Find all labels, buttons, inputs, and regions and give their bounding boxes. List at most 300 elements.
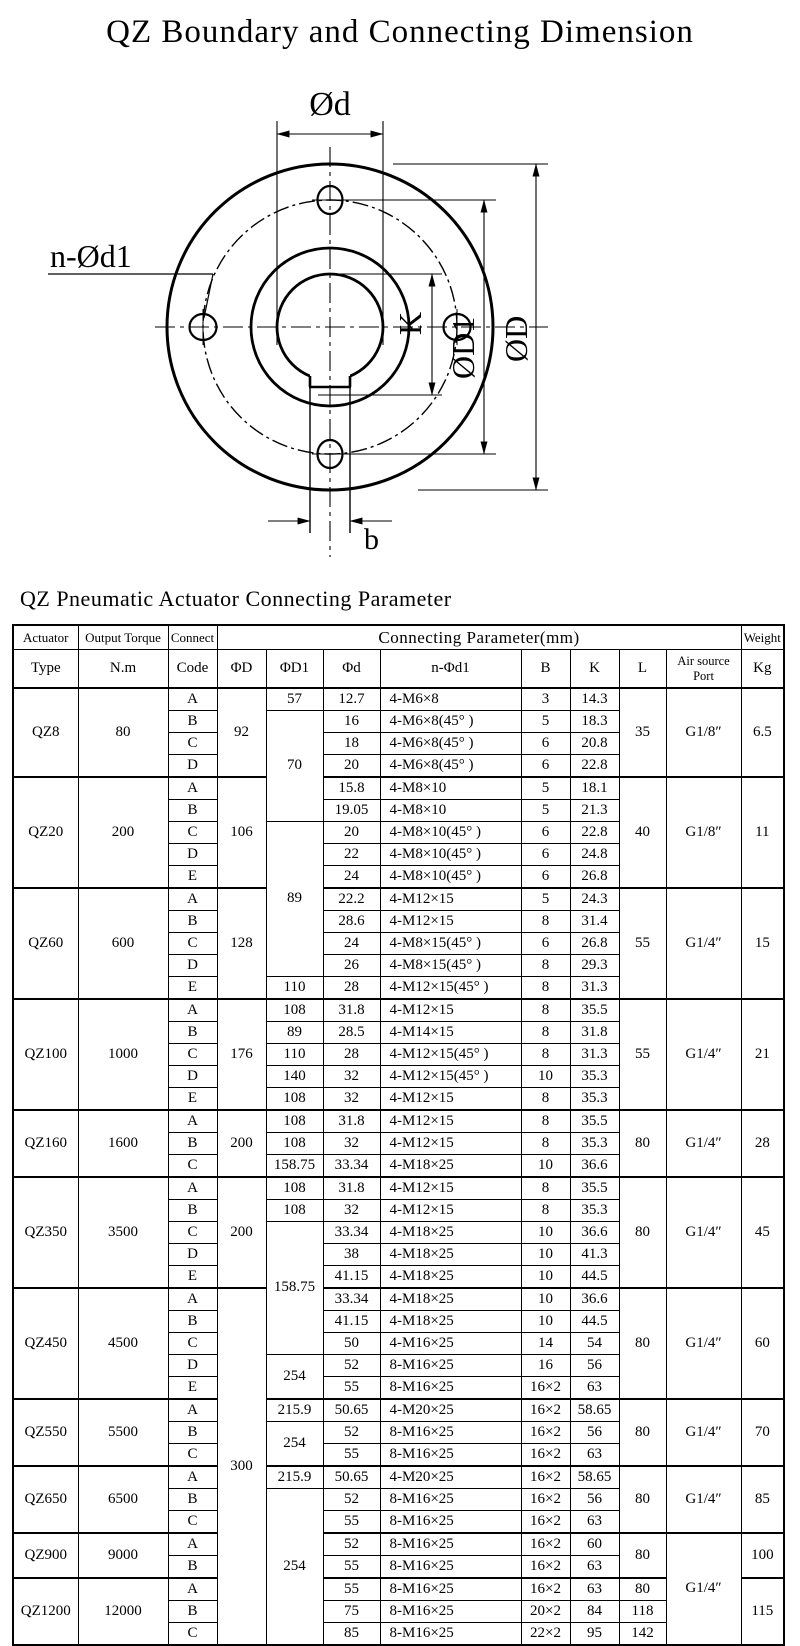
table-cell: 4-M12×15 [380, 888, 521, 911]
table-cell: 10 [521, 1244, 570, 1266]
table-cell: 5 [521, 777, 570, 800]
table-row [13, 1110, 784, 1133]
table-cell: 4-M18×25 [380, 1155, 521, 1178]
table-cell: 6.5 [741, 688, 784, 777]
table-cell: A [168, 1466, 217, 1489]
table-cell: 4-M12×15 [380, 999, 521, 1022]
table-cell: 28 [323, 977, 380, 1000]
table-cell: B [168, 1422, 217, 1444]
table-cell: 22×2 [521, 1623, 570, 1646]
table-cell: 22.2 [323, 888, 380, 911]
table-cell: B [168, 800, 217, 822]
table-cell: 110 [266, 1044, 323, 1066]
table-cell: 41.3 [570, 1244, 619, 1266]
table-row [13, 688, 784, 711]
table-cell: 26.8 [570, 933, 619, 955]
table-cell: 58.65 [570, 1399, 619, 1422]
table-cell: QZ550 [13, 1399, 78, 1466]
table-cell: 8 [521, 999, 570, 1022]
table-cell: 108 [266, 1177, 323, 1200]
table-cell: 54 [570, 1333, 619, 1355]
table-cell: 31.8 [323, 1177, 380, 1200]
table-cell: G1/4″ [666, 1110, 741, 1177]
table-cell: 20×2 [521, 1601, 570, 1623]
table-cell: 4-M20×25 [380, 1466, 521, 1489]
table-row [13, 777, 784, 800]
table-cell: 63 [570, 1578, 619, 1601]
table-cell: 21 [741, 999, 784, 1110]
table-cell: 8 [521, 955, 570, 977]
table-cell: 4-M8×10 [380, 800, 521, 822]
table-cell: 4-M6×8(45° ) [380, 711, 521, 733]
table-cell: 10 [521, 1311, 570, 1333]
table-cell: A [168, 777, 217, 800]
table-cell: 4-M8×10(45° ) [380, 822, 521, 844]
table-cell: 28.5 [323, 1022, 380, 1044]
table-cell: 4-M12×15 [380, 1088, 521, 1111]
label-bolt-holes: n-Ød1 [50, 238, 132, 274]
table-cell: 4-M6×8(45° ) [380, 733, 521, 755]
table-cell: 4-M12×15 [380, 911, 521, 933]
column-header: B [521, 650, 570, 689]
table-cell: 58.65 [570, 1466, 619, 1489]
table-cell: 95 [570, 1623, 619, 1646]
label-bolt-circle-diameter: ØD1 [445, 316, 481, 379]
table-cell: 89 [266, 822, 323, 977]
table-cell: 56 [570, 1422, 619, 1444]
table-cell: 55 [619, 888, 666, 999]
label-key-height: K [392, 311, 428, 335]
table-cell: 16×2 [521, 1556, 570, 1579]
column-header: L [619, 650, 666, 689]
table-cell: D [168, 1066, 217, 1088]
table-cell: 8 [521, 1088, 570, 1111]
table-cell: 5 [521, 711, 570, 733]
table-cell: 15 [741, 888, 784, 999]
table-cell: 4500 [78, 1288, 168, 1399]
table-cell: 28 [741, 1110, 784, 1177]
table-cell: 254 [266, 1422, 323, 1467]
table-cell: 254 [266, 1355, 323, 1400]
table-cell: 14 [521, 1333, 570, 1355]
table-cell: 8 [521, 911, 570, 933]
table-cell: 60 [570, 1533, 619, 1556]
table-cell: 128 [217, 888, 266, 999]
table-cell: 4-M12×15(45° ) [380, 1044, 521, 1066]
table-cell: B [168, 1556, 217, 1579]
table-cell: 80 [619, 1288, 666, 1399]
table-cell: 16×2 [521, 1377, 570, 1400]
table-cell: 55 [323, 1556, 380, 1579]
header-row [13, 625, 784, 650]
table-cell: 8-M16×25 [380, 1444, 521, 1467]
table-cell: 10 [521, 1266, 570, 1289]
table-cell: 4-M8×15(45° ) [380, 933, 521, 955]
table-cell: 35.3 [570, 1200, 619, 1222]
table-cell: 52 [323, 1422, 380, 1444]
table-cell: 63 [570, 1377, 619, 1400]
table-cell: 6 [521, 755, 570, 778]
table-cell: 18 [323, 733, 380, 755]
table-cell: 12000 [78, 1578, 168, 1645]
table-cell: 20.8 [570, 733, 619, 755]
table-cell: 22 [323, 844, 380, 866]
table-cell: 9000 [78, 1533, 168, 1578]
table-cell: 8 [521, 1022, 570, 1044]
table-cell: 4-M14×15 [380, 1022, 521, 1044]
table-cell: 100 [741, 1533, 784, 1578]
table-cell: 52 [323, 1489, 380, 1511]
table-cell: 3500 [78, 1177, 168, 1288]
table-cell: 176 [217, 999, 266, 1110]
table-cell: 19.05 [323, 800, 380, 822]
column-header: Connecting Parameter(mm) [217, 625, 741, 650]
table-cell: 22.8 [570, 755, 619, 778]
flange-drawing [0, 77, 800, 582]
table-cell: 70 [266, 711, 323, 822]
table-cell: 80 [619, 1399, 666, 1466]
table-cell: 24 [323, 866, 380, 889]
table-cell: 52 [323, 1355, 380, 1377]
table-cell: 108 [266, 1110, 323, 1133]
table-cell: 106 [217, 777, 266, 888]
table-cell: QZ900 [13, 1533, 78, 1578]
table-cell: 4-M12×15 [380, 1133, 521, 1155]
column-header: N.m [78, 650, 168, 689]
label-key-width: b [364, 523, 379, 556]
table-cell: 36.6 [570, 1288, 619, 1311]
table-cell: 10 [521, 1155, 570, 1178]
table-cell: 10 [521, 1066, 570, 1088]
table-cell: 8-M16×25 [380, 1533, 521, 1556]
table-cell: 8-M16×25 [380, 1623, 521, 1646]
table-cell: 200 [217, 1110, 266, 1177]
table-cell: QZ100 [13, 999, 78, 1110]
table-cell: 80 [619, 1533, 666, 1578]
table-cell: 60 [741, 1288, 784, 1399]
table-cell: 215.9 [266, 1466, 323, 1489]
table-cell: 20 [323, 822, 380, 844]
table-cell: 26 [323, 955, 380, 977]
table-cell: 41.15 [323, 1266, 380, 1289]
table-cell: 52 [323, 1533, 380, 1556]
table-cell: 16×2 [521, 1466, 570, 1489]
table-cell: 80 [78, 688, 168, 777]
table-cell: 115 [741, 1578, 784, 1645]
table-cell: G1/8″ [666, 688, 741, 777]
table-cell: A [168, 1399, 217, 1422]
table-cell: 32 [323, 1066, 380, 1088]
table-cell: 35.3 [570, 1088, 619, 1111]
table-cell: G1/4″ [666, 888, 741, 999]
table-cell: 4-M6×8 [380, 688, 521, 711]
table-cell: 16×2 [521, 1578, 570, 1601]
table-cell: 35.3 [570, 1133, 619, 1155]
table-cell: 35.5 [570, 1110, 619, 1133]
table-cell: 158.75 [266, 1155, 323, 1178]
table-cell: 40 [619, 777, 666, 888]
table-cell: 8-M16×25 [380, 1355, 521, 1377]
table-cell: B [168, 711, 217, 733]
table-cell: QZ650 [13, 1466, 78, 1533]
table-cell: 85 [323, 1623, 380, 1646]
table-cell: 200 [78, 777, 168, 888]
table-cell: C [168, 1511, 217, 1534]
table-cell: QZ160 [13, 1110, 78, 1177]
table-cell: A [168, 888, 217, 911]
table-cell: 4-M18×25 [380, 1266, 521, 1289]
table-cell: 35.5 [570, 999, 619, 1022]
table-cell: 57 [266, 688, 323, 711]
table-cell: 5 [521, 800, 570, 822]
table-cell: 140 [266, 1066, 323, 1088]
table-cell: 1000 [78, 999, 168, 1110]
table-cell: 16×2 [521, 1399, 570, 1422]
table-cell: 16×2 [521, 1422, 570, 1444]
table-cell: QZ8 [13, 688, 78, 777]
table-cell: 22.8 [570, 822, 619, 844]
table-cell: QZ60 [13, 888, 78, 999]
column-header: Actuator [13, 625, 78, 650]
table-cell: 80 [619, 1466, 666, 1533]
table-cell: 80 [619, 1578, 666, 1601]
table-cell: A [168, 1533, 217, 1556]
table-cell: A [168, 1177, 217, 1200]
centerlines [155, 147, 548, 557]
table-cell: 4-M6×8(45° ) [380, 755, 521, 778]
table-cell: B [168, 1133, 217, 1155]
table-cell: 21.3 [570, 800, 619, 822]
table-cell: 63 [570, 1511, 619, 1534]
table-cell: C [168, 1444, 217, 1467]
table-cell: 4-M16×25 [380, 1333, 521, 1355]
table-cell: E [168, 866, 217, 889]
table-cell: E [168, 1377, 217, 1400]
callout-bolt-holes [48, 274, 213, 318]
table-cell: 31.3 [570, 1044, 619, 1066]
page-title: QZ Boundary and Connecting Dimension [106, 14, 694, 50]
table-cell: 70 [741, 1399, 784, 1466]
table-cell: 108 [266, 1088, 323, 1111]
column-header: n-Φd1 [380, 650, 521, 689]
table-cell: 11 [741, 777, 784, 888]
column-header: ΦD [217, 650, 266, 689]
table-cell: 3 [521, 688, 570, 711]
table-cell: 8 [521, 1044, 570, 1066]
table-cell: G1/4″ [666, 1399, 741, 1466]
table-cell: 44.5 [570, 1266, 619, 1289]
table-cell: 35 [619, 688, 666, 777]
table-cell: 300 [217, 1288, 266, 1645]
table-cell: 63 [570, 1444, 619, 1467]
table-cell: 31.4 [570, 911, 619, 933]
table-cell: 75 [323, 1601, 380, 1623]
table-cell: 4-M12×15 [380, 1177, 521, 1200]
table-cell: 24 [323, 933, 380, 955]
table-cell: 15.8 [323, 777, 380, 800]
table-cell: 5500 [78, 1399, 168, 1466]
table-cell: 50.65 [323, 1466, 380, 1489]
table-cell: 110 [266, 977, 323, 1000]
table-cell: C [168, 1333, 217, 1355]
table-cell: 8 [521, 1177, 570, 1200]
table-cell: 4-M18×25 [380, 1244, 521, 1266]
column-header: Connect [168, 625, 217, 650]
table-cell: A [168, 688, 217, 711]
table-cell: 6 [521, 866, 570, 889]
table-cell: D [168, 955, 217, 977]
table-cell: QZ20 [13, 777, 78, 888]
table-cell: D [168, 844, 217, 866]
table-cell: 55 [323, 1511, 380, 1534]
table-cell: 14.3 [570, 688, 619, 711]
column-header: Φd [323, 650, 380, 689]
column-header: Type [13, 650, 78, 689]
table-cell: 35.5 [570, 1177, 619, 1200]
table-cell: G1/4″ [666, 999, 741, 1110]
table-cell: 41.15 [323, 1311, 380, 1333]
table-cell: QZ1200 [13, 1578, 78, 1645]
table-cell: 8 [521, 1200, 570, 1222]
table-cell: D [168, 1355, 217, 1377]
table-cell: 32 [323, 1133, 380, 1155]
table-cell: E [168, 977, 217, 1000]
table-cell: 33.34 [323, 1288, 380, 1311]
table-row [13, 999, 784, 1022]
table-cell: 8-M16×25 [380, 1578, 521, 1601]
table-cell: 32 [323, 1088, 380, 1111]
table-cell: C [168, 733, 217, 755]
table-cell: 63 [570, 1556, 619, 1579]
header-row [13, 650, 784, 689]
table-cell: 16 [521, 1355, 570, 1377]
table-cell: 36.6 [570, 1222, 619, 1244]
table-cell: 44.5 [570, 1311, 619, 1333]
table-cell: 4-M12×15(45° ) [380, 1066, 521, 1088]
table-cell: 56 [570, 1355, 619, 1377]
table-cell: 55 [323, 1578, 380, 1601]
table-cell: 29.3 [570, 955, 619, 977]
table-cell: C [168, 1155, 217, 1178]
table-cell: 8-M16×25 [380, 1601, 521, 1623]
table-row [13, 1533, 784, 1556]
table-cell: D [168, 1244, 217, 1266]
parameter-table [12, 624, 785, 1646]
table-row [13, 1288, 784, 1311]
table-cell: 200 [217, 1177, 266, 1288]
column-header: ΦD1 [266, 650, 323, 689]
table-cell: 6 [521, 933, 570, 955]
table-cell: 8-M16×25 [380, 1377, 521, 1400]
table-cell: 6 [521, 822, 570, 844]
table-cell: C [168, 1623, 217, 1646]
table-cell: 55 [619, 999, 666, 1110]
table-cell: 32 [323, 1200, 380, 1222]
table-cell: 31.8 [323, 999, 380, 1022]
table-cell: 8 [521, 977, 570, 1000]
table-cell: A [168, 1578, 217, 1601]
table-cell: QZ450 [13, 1288, 78, 1399]
table-cell: B [168, 1311, 217, 1333]
table-body [13, 688, 784, 1645]
table-cell: 89 [266, 1022, 323, 1044]
table-cell: 8-M16×25 [380, 1422, 521, 1444]
column-header: Kg [741, 650, 784, 689]
table-cell: 108 [266, 1200, 323, 1222]
table-cell: 85 [741, 1466, 784, 1533]
table-cell: 80 [619, 1110, 666, 1177]
column-header: Output Torque [78, 625, 168, 650]
table-cell: 1600 [78, 1110, 168, 1177]
table-cell: 16 [323, 711, 380, 733]
table-cell: 33.34 [323, 1222, 380, 1244]
table-cell: A [168, 999, 217, 1022]
table-cell: 4-M18×25 [380, 1222, 521, 1244]
table-cell: 24.3 [570, 888, 619, 911]
table-cell: 142 [619, 1623, 666, 1646]
table-cell: 28.6 [323, 911, 380, 933]
table-cell: 8-M16×25 [380, 1556, 521, 1579]
table-cell: B [168, 1601, 217, 1623]
table-cell: QZ350 [13, 1177, 78, 1288]
table-cell: C [168, 1044, 217, 1066]
table-cell: 24.8 [570, 844, 619, 866]
table-cell: 6 [521, 844, 570, 866]
table-cell: C [168, 933, 217, 955]
table-cell: 8-M16×25 [380, 1489, 521, 1511]
table-cell: 6 [521, 733, 570, 755]
table-cell: A [168, 1110, 217, 1133]
table-cell: 4-M12×15 [380, 1110, 521, 1133]
table-cell: 8-M16×25 [380, 1511, 521, 1534]
table-cell: 4-M8×10 [380, 777, 521, 800]
table-cell: 12.7 [323, 688, 380, 711]
table-cell: 8 [521, 1133, 570, 1155]
table-cell: A [168, 1288, 217, 1311]
table-cell: 10 [521, 1222, 570, 1244]
table-cell: D [168, 755, 217, 778]
table-cell: 108 [266, 999, 323, 1022]
table-cell: 4-M8×10(45° ) [380, 844, 521, 866]
table-cell: 31.3 [570, 977, 619, 1000]
table-cell: 80 [619, 1177, 666, 1288]
table-cell: G1/4″ [666, 1466, 741, 1533]
table-cell: C [168, 822, 217, 844]
table-cell: 36.6 [570, 1155, 619, 1178]
table-cell: 18.3 [570, 711, 619, 733]
column-header: Air source Port [666, 650, 741, 689]
table-cell: 50.65 [323, 1399, 380, 1422]
table-cell: B [168, 1022, 217, 1044]
table-cell: 4-M8×10(45° ) [380, 866, 521, 889]
table-cell: 215.9 [266, 1399, 323, 1422]
table-cell: 118 [619, 1601, 666, 1623]
table-cell: G1/4″ [666, 1177, 741, 1288]
table-cell: 108 [266, 1133, 323, 1155]
table-cell: B [168, 1489, 217, 1511]
table-cell: 84 [570, 1601, 619, 1623]
table-cell: 16×2 [521, 1533, 570, 1556]
table-cell: C [168, 1222, 217, 1244]
table-cell: 4-M18×25 [380, 1311, 521, 1333]
table-cell: 31.8 [570, 1022, 619, 1044]
table-cell: 600 [78, 888, 168, 999]
table-cell: 254 [266, 1489, 323, 1646]
table-cell: 45 [741, 1177, 784, 1288]
section-subtitle: QZ Pneumatic Actuator Connecting Parameter [20, 586, 452, 611]
table-cell: 18.1 [570, 777, 619, 800]
column-header: Weight [741, 625, 784, 650]
